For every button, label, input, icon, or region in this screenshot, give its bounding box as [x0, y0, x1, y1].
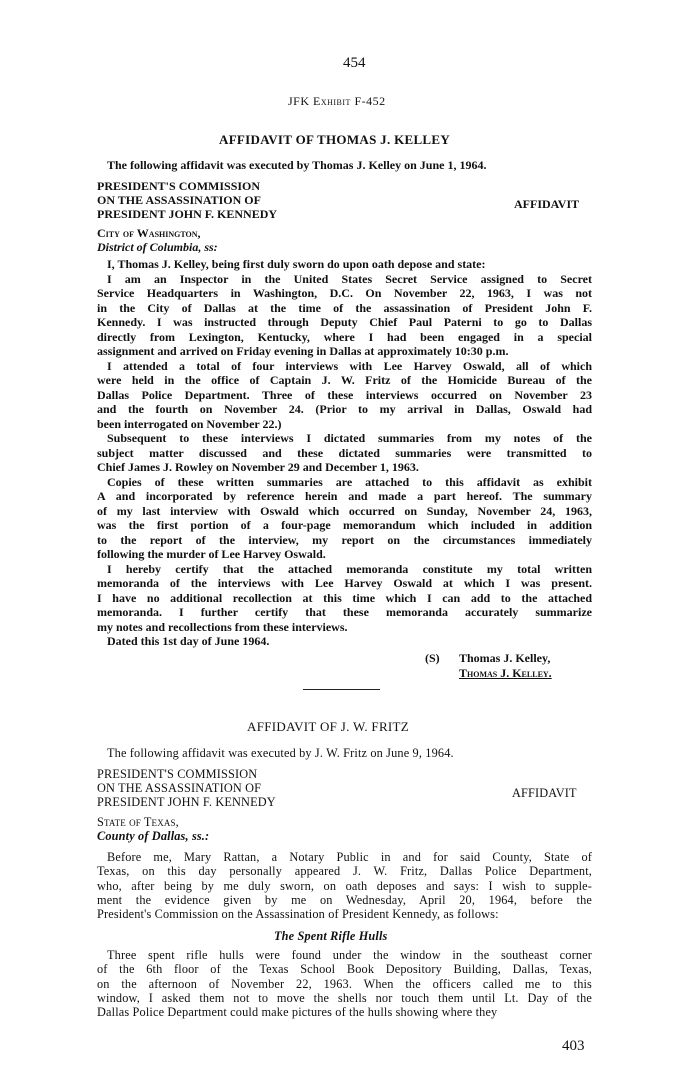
signature-mark: (S)	[425, 651, 440, 665]
paragraph-line: Three spent rifle hulls were found under the window in the southeast corner	[107, 948, 592, 962]
paragraph-line: Copies of these written summaries are attached to this affidavit as exhibit	[107, 474, 592, 489]
paragraph-line: I, Thomas J. Kelley, being first duly sworn do upon oath depose and state:	[107, 257, 486, 271]
signature-typed-name: Thomas J. Kelley.	[459, 666, 552, 680]
paragraph-line: subject matter discussed and these dictated summaries were transmitted to	[97, 445, 592, 460]
paragraph-line: who, after being by me duly sworn, on oath deposes and says: I wish to supple-	[97, 878, 592, 893]
paragraph-line: Service Headquarters in Washington, D.C. On November 22, 1963, I was not	[97, 286, 592, 300]
fritz-caption-affidavit: AFFIDAVIT	[512, 786, 577, 800]
paragraph-line: I have no additional recollection at this time which I can add to the attached	[97, 590, 592, 605]
paragraph-line: Before me, Mary Rattan, a Notary Public in and for said County, State of	[107, 850, 592, 864]
paragraph-line: President's Commission on the Assassination of President Kennedy, as follows:	[97, 907, 499, 922]
kelley-caption-affidavit: AFFIDAVIT	[514, 197, 580, 211]
paragraph-line: A and incorporated by reference herein and made a part hereof. The summary	[97, 489, 592, 503]
kelley-intro: The following affidavit was executed by Thomas J. Kelley on June 1, 1964.	[107, 158, 487, 172]
fritz-intro: The following affidavit was executed by J. W. Fritz on June 9, 1964.	[107, 746, 454, 760]
paragraph-line: of the 6th floor of the Texas School Book Depository Building, Dallas, Texas,	[97, 962, 592, 977]
paragraph-line: Subsequent to these interviews I dictated summaries from my notes of the	[107, 431, 592, 445]
paragraph-line: I am an Inspector in the United States Secret Service assigned to Secret	[107, 271, 592, 286]
paragraph-line: in the City of Dallas at the time of the assassination of President John F.	[97, 300, 592, 315]
paragraph-line: Chief James J. Rowley on November 29 and December 1, 1963.	[97, 460, 419, 474]
paragraph-line: Texas, on this day personally appeared J. W. Fritz, Dallas Police Department,	[97, 864, 592, 879]
fritz-subheading: The Spent Rifle Hulls	[274, 929, 388, 943]
page-number-top: 454	[343, 55, 366, 71]
fritz-venue-county: County of Dallas, ss.:	[97, 829, 210, 843]
paragraph-line: on the afternoon of November 22, 1963. When the officers called me to this	[97, 976, 592, 991]
kelley-caption-line: PRESIDENT'S COMMISSION	[97, 179, 261, 193]
paragraph-line: of my last interview with Oswald which occurred on Sunday, November 24, 1963,	[97, 503, 592, 518]
paragraph-line: was the first portion of a four-page memorandum which included in addition	[97, 518, 592, 532]
kelley-affidavit-title: AFFIDAVIT OF THOMAS J. KELLEY	[219, 132, 451, 147]
kelley-caption-line: PRESIDENT JOHN F. KENNEDY	[97, 207, 278, 221]
fritz-caption-line: ON THE ASSASSINATION OF	[97, 781, 262, 795]
fritz-affidavit-title: AFFIDAVIT OF J. W. FRITZ	[247, 719, 410, 734]
page-number-bottom: 403	[562, 1038, 585, 1054]
paragraph-line: I attended a total of four interviews with Lee Harvey Oswald, all of which	[107, 358, 592, 373]
paragraph-line: Dallas Police Department could make pictures of the hulls showing where they	[97, 1005, 498, 1020]
section-divider	[303, 689, 380, 690]
paragraph-line: window, I asked them not to move the shells nor touch them until Lt. Day of the	[97, 990, 592, 1005]
paragraph-line: Dallas Police Department. Three of these interviews occurred on November 23	[97, 387, 592, 402]
paragraph-line: assignment and arrived on Friday evening in Dallas at approximately 10:30 p.m.	[97, 344, 509, 358]
paragraph-line: Kennedy. I was instructed through Deputy Chief Paul Paterni to go to Dallas	[97, 315, 592, 329]
fritz-caption-line: PRESIDENT'S COMMISSION	[97, 767, 258, 781]
fritz-caption-line: PRESIDENT JOHN F. KENNEDY	[97, 795, 276, 809]
paragraph-line: directly from Lexington, Kentucky, where I had been engaged in a special	[97, 329, 592, 344]
paragraph-line: my notes and recollections from these interviews.	[97, 619, 348, 634]
paragraph-line: been interrogated on November 22.)	[97, 416, 282, 431]
paragraph-line: to the report of the interview, my report on the circumstances immediately	[97, 532, 592, 547]
fritz-venue-state: State of Texas,	[97, 815, 179, 829]
paragraph-line: Dated this 1st day of June 1964.	[107, 634, 270, 648]
signature-name: Thomas J. Kelley,	[459, 651, 551, 665]
paragraph-line: following the murder of Lee Harvey Oswald.	[97, 547, 326, 561]
paragraph-line: ment the evidence given by me on Wednesday, April 20, 1964, before the	[97, 892, 592, 907]
exhibit-label: JFK Exhibit F-452	[288, 94, 386, 108]
kelley-caption-line: ON THE ASSASSINATION OF	[97, 193, 261, 207]
paragraph-line: and the fourth on November 24. (Prior to my arrival in Dallas, Oswald had	[97, 402, 592, 416]
paragraph-line: memoranda. I further certify that these memoranda accurately summarize	[97, 605, 592, 619]
paragraph-line: I hereby certify that the attached memoranda constitute my total written	[107, 561, 592, 576]
kelley-venue-city: City of Washington,	[97, 226, 201, 240]
kelley-venue-district: District of Columbia, ss:	[97, 240, 218, 254]
paragraph-line: memoranda of the interviews with Lee Harvey Oswald at which I was present.	[97, 576, 592, 590]
paragraph-line: were held in the office of Captain J. W. Fritz of the Homicide Bureau of the	[97, 373, 592, 387]
